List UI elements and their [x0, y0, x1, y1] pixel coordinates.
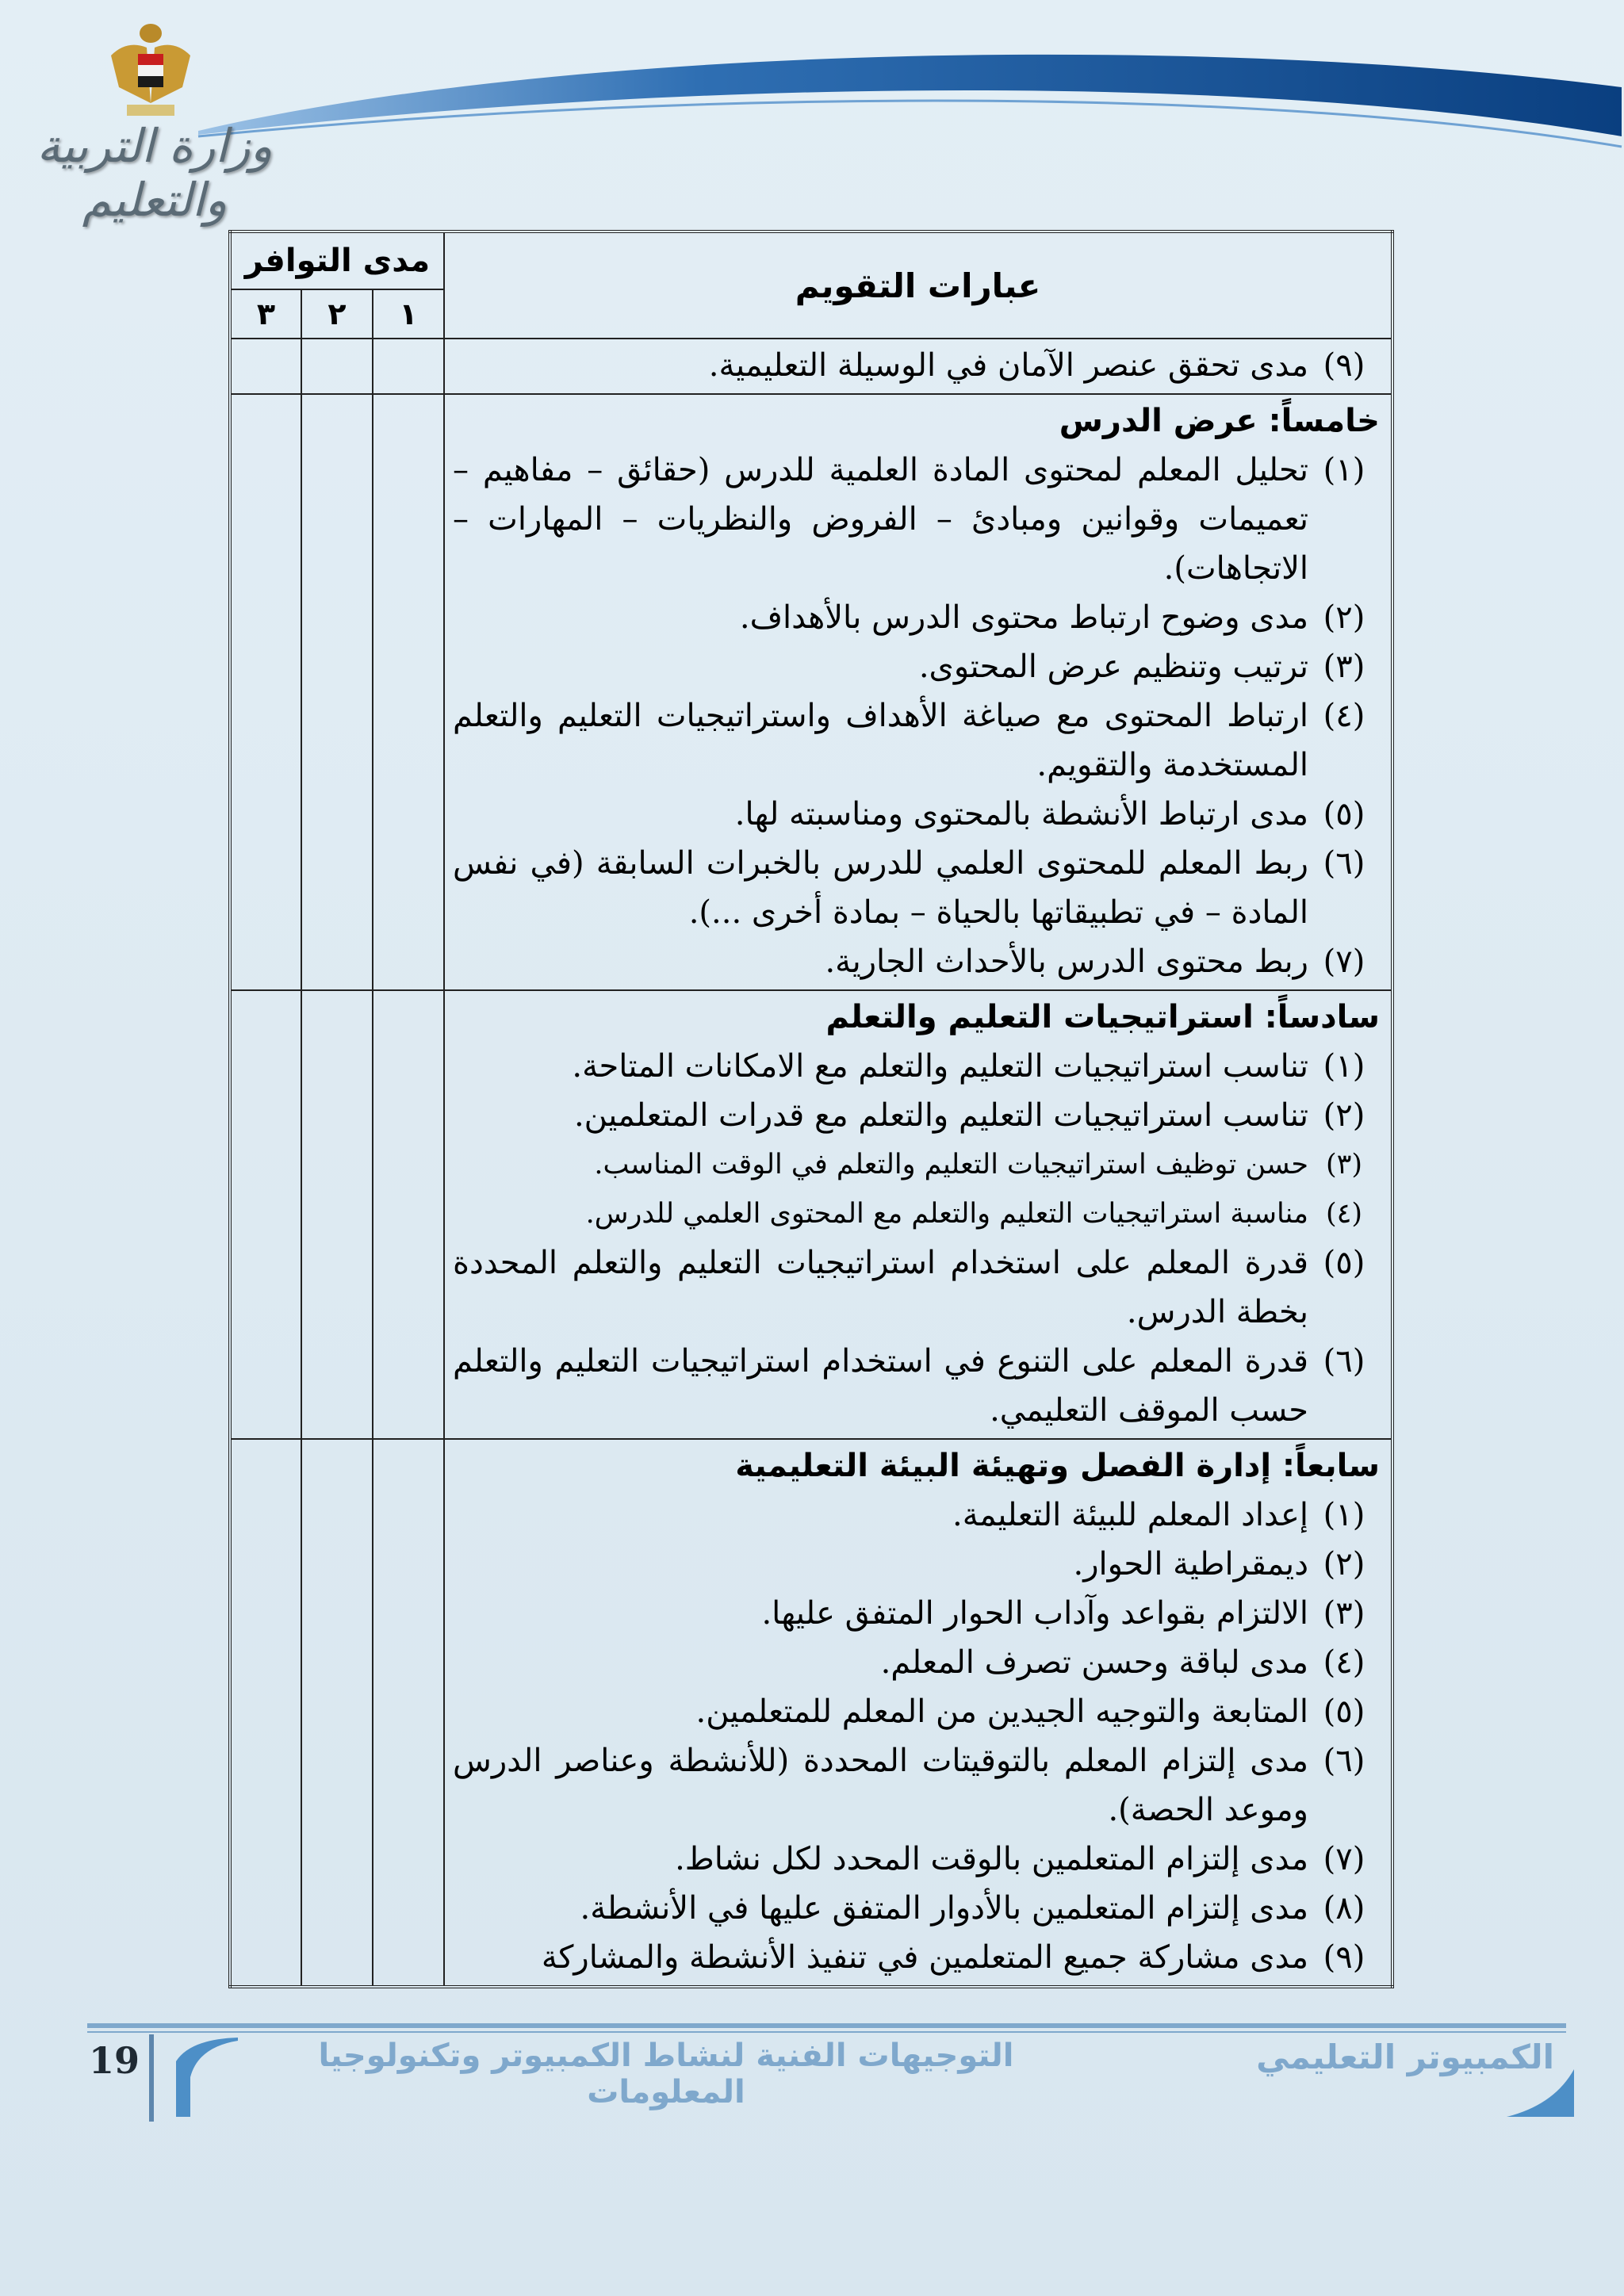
- criterion-text: مدى مشاركة جميع المتعلمين في تنفيذ الأنشطة والمشاركة: [541, 1939, 1308, 1976]
- criterion-item: [453, 1589, 1380, 1638]
- criterion-number: (٢): [1323, 1546, 1365, 1582]
- section-title: خامساً: عرض الدرس: [1059, 403, 1380, 439]
- criterion-number: (٩): [1323, 347, 1365, 384]
- criterion-number: (٩): [1323, 1939, 1365, 1976]
- criterion-number: (٣): [1323, 649, 1365, 685]
- footer-series-title: الكمبيوتر التعليمي: [1256, 2038, 1554, 2076]
- criterion-item: [453, 1337, 1380, 1435]
- criterion-item: [453, 593, 1380, 642]
- criterion-number: (٥): [1323, 1693, 1365, 1730]
- criterion-item: [453, 446, 1380, 593]
- section-row: [230, 394, 1392, 990]
- section-title: سابعاً: إدارة الفصل وتهيئة البيئة التعليمية: [735, 1448, 1380, 1484]
- section-row: [230, 990, 1392, 1439]
- criteria-cell: [444, 339, 1392, 394]
- criterion-number: (٦): [1323, 1343, 1365, 1380]
- criterion-number: (٢): [1323, 1097, 1365, 1134]
- criterion-number: (٣): [1325, 1149, 1363, 1181]
- criterion-text: مدى إلتزام المتعلمين بالأدوار المتفق عليها في الأنشطة.: [580, 1890, 1308, 1927]
- criterion-number: (٦): [1323, 845, 1365, 882]
- criteria-cell: [444, 1439, 1392, 1987]
- criterion-text: ديمقراطية الحوار.: [1073, 1546, 1308, 1582]
- criterion-text: تناسب استراتيجيات التعليم والتعلم مع قدرات المتعلمين.: [573, 1097, 1308, 1134]
- footer-document-title: التوجيهات الفنية لنشاط الكمبيوتر وتكنولوجيا المعلومات: [318, 2038, 1014, 2110]
- criterion-item: [453, 937, 1380, 986]
- availability-column-header: مدى التوافر: [230, 232, 444, 289]
- level-header-2: ٢: [301, 289, 373, 339]
- criterion-text: مناسبة استراتيجيات التعليم والتعلم مع المحتوى العلمي للدرس.: [585, 1198, 1308, 1230]
- criterion-number: (٤): [1325, 1198, 1363, 1230]
- criterion-item: [453, 1490, 1380, 1540]
- criterion-text: المتابعة والتوجيه الجيدين من المعلم للمتعلمين.: [695, 1693, 1308, 1730]
- criterion-text: مدى تحقق عنصر الآمان في الوسيلة التعليمية.: [708, 347, 1308, 384]
- criterion-text: قدرة المعلم على التنوع في استخدام استراتيجيات التعليم والتعلم حسب الموقف التعليمي.: [453, 1343, 1308, 1429]
- rating-cell-2: [301, 339, 373, 394]
- rating-cell-3: [230, 990, 301, 1439]
- criterion-item: [453, 1687, 1380, 1736]
- criterion-number: (٤): [1323, 1644, 1365, 1681]
- criteria-cell: [444, 990, 1392, 1439]
- criterion-item: [453, 1638, 1380, 1687]
- criterion-text: ربط المعلم للمحتوى العلمي للدرس بالخبرات السابقة (في نفس المادة – في تطبيقاتها بالحياة – بمادة أخرى ...).: [453, 845, 1308, 931]
- criterion-text: الالتزام بقواعد وآداب الحوار المتفق عليها.: [761, 1595, 1308, 1632]
- criterion-text: مدى لباقة وحسن تصرف المعلم.: [880, 1644, 1308, 1681]
- criterion-text: ربط محتوى الدرس بالأحداث الجارية.: [825, 943, 1308, 980]
- criterion-number: (٧): [1323, 1841, 1365, 1877]
- criterion-number: (٦): [1323, 1743, 1365, 1779]
- criterion-item: [453, 1540, 1380, 1589]
- criterion-text: حسن توظيف استراتيجيات التعليم والتعلم في الوقت المناسب.: [594, 1149, 1308, 1181]
- section-row: [230, 1439, 1392, 1987]
- criterion-text: ترتيب وتنظيم عرض المحتوى.: [918, 649, 1308, 685]
- criterion-text: مدى إلتزام المعلم بالتوقيتات المحددة (للأنشطة وعناصر الدرس وموعد الحصة).: [453, 1743, 1308, 1828]
- criterion-number: (٢): [1323, 599, 1365, 636]
- rating-cell-2: [301, 394, 373, 990]
- evaluation-table: [228, 230, 1394, 1988]
- criterion-number: (٤): [1323, 698, 1365, 734]
- criterion-item: [453, 839, 1380, 937]
- section-title: سادساً: استراتيجيات التعليم والتعلم: [825, 999, 1380, 1035]
- rating-cell-1: [373, 394, 444, 990]
- criterion-item: [453, 1736, 1380, 1835]
- criterion-item: [453, 1189, 1380, 1238]
- criterion-item: [453, 1884, 1380, 1933]
- criterion-text: قدرة المعلم على استخدام استراتيجيات التعليم والتعلم المحددة بخطة الدرس.: [453, 1245, 1308, 1330]
- rating-cell-3: [230, 394, 301, 990]
- criterion-number: (٨): [1323, 1890, 1365, 1927]
- criterion-item: [453, 341, 1380, 390]
- level-header-1: ١: [373, 289, 444, 339]
- criterion-number: (١): [1323, 1048, 1365, 1085]
- rating-cell-2: [301, 990, 373, 1439]
- rating-cell-3: [230, 339, 301, 394]
- criterion-text: مدى ارتباط الأنشطة بالمحتوى ومناسبته لها.: [734, 796, 1308, 832]
- criterion-item: [453, 1042, 1380, 1091]
- criterion-text: إعداد المعلم للبيئة التعليمة.: [952, 1497, 1308, 1533]
- criterion-text: تحليل المعلم لمحتوى المادة العلمية للدرس (حقائق – مفاهيم – تعميمات وقوانين ومبادئ – الفروض والنظريات – المهارات – الاتجاهات).: [453, 452, 1308, 587]
- criterion-number: (٥): [1323, 796, 1365, 832]
- rating-cell-1: [373, 339, 444, 394]
- criterion-text: مدى وضوح ارتباط محتوى الدرس بالأهداف.: [739, 599, 1308, 636]
- criterion-item: [453, 691, 1380, 790]
- criterion-item: [453, 1835, 1380, 1884]
- rating-cell-1: [373, 990, 444, 1439]
- page-number: 19: [89, 2039, 140, 2082]
- criterion-item: [453, 1091, 1380, 1140]
- rating-cell-1: [373, 1439, 444, 1987]
- criterion-text: تناسب استراتيجيات التعليم والتعلم مع الامكانات المتاحة.: [572, 1048, 1308, 1085]
- ministry-logo-text: وزارة التربية والتعليم: [36, 119, 273, 227]
- criterion-number: (١): [1323, 1497, 1365, 1533]
- criterion-number: (٣): [1323, 1595, 1365, 1632]
- criterion-item: [453, 790, 1380, 839]
- criterion-item: [453, 1140, 1380, 1189]
- criterion-number: (٧): [1323, 943, 1365, 980]
- criterion-text: مدى إلتزام المتعلمين بالوقت المحدد لكل نشاط.: [675, 1841, 1308, 1877]
- criterion-item: [453, 1933, 1380, 1982]
- criterion-number: (١): [1323, 452, 1365, 488]
- rating-cell-3: [230, 1439, 301, 1987]
- criterion-item: [453, 1238, 1380, 1337]
- criteria-cell: [444, 394, 1392, 990]
- level-header-3: ٣: [230, 289, 301, 339]
- rating-cell-2: [301, 1439, 373, 1987]
- section-row: [230, 339, 1392, 394]
- criterion-item: [453, 642, 1380, 691]
- eagle-emblem-icon: [103, 16, 198, 127]
- criteria-column-header: عبارات التقويم: [444, 232, 1392, 339]
- criterion-number: (٥): [1323, 1245, 1365, 1281]
- criterion-text: ارتباط المحتوى مع صياغة الأهداف واستراتيجيات التعليم والتعلم المستخدمة والتقويم.: [453, 698, 1308, 783]
